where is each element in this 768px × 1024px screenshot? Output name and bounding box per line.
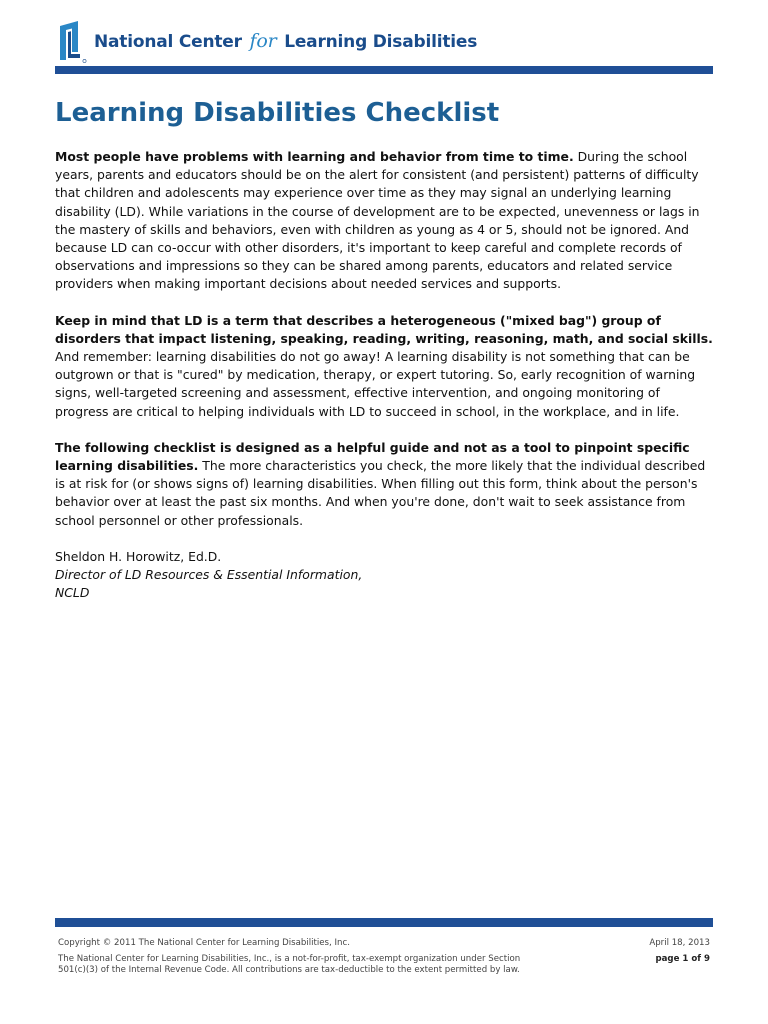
page-header	[56, 18, 716, 66]
org-name-part-1: National Center	[94, 32, 242, 52]
document-title: Learning Disabilities Checklist	[55, 98, 500, 128]
paragraph-3-lead: The following checklist is designed as a helpful guide and not as a tool to pinpoint specific learning disabilities.	[55, 439, 690, 474]
paragraph-3-text: The more characteristics you check, the more likely that the individual described is at risk for (or shows signs of) learning disabilities. When filling out this form, think about the person's behavior over at least the past six months. And when you're done, don't wait to seek assistance from school personnel or other professionals.	[55, 458, 706, 528]
footer-divider	[55, 918, 713, 927]
ncld-logo-icon	[58, 20, 88, 64]
paragraph-1-lead: Most people have problems with learning and behavior from time to time.	[55, 149, 574, 164]
document-date: April 18, 2013	[649, 938, 710, 948]
intro-paragraph-3	[55, 439, 715, 530]
document-body	[55, 148, 715, 602]
paragraph-2-text: And remember: learning disabilities do not go away! A learning disability is not something that can be outgrown or that is "cured" by medication, therapy, or expert tutoring. So, early recognition of warning signs, well-targeted screening and assessment, effective intervention, and ongoing monitoring of progress are critical to helping individuals with LD to succeed in school, in the workplace, and in life.	[55, 349, 696, 419]
org-name-part-2: Learning Disabilities	[284, 32, 478, 52]
paragraph-2-lead: Keep in mind that LD is a term that describes a heterogeneous ("mixed bag") group of disorders that impact listening, speaking, reading, writing, reasoning, math, and social skills.	[55, 312, 713, 346]
signature-name: Sheldon H. Horowitz, Ed.D.	[55, 548, 222, 564]
copyright-notice: Copyright © 2011 The National Center for Learning Disabilities, Inc.	[58, 938, 350, 948]
page-number: page 1 of 9	[655, 954, 710, 964]
intro-paragraph-2	[55, 312, 715, 421]
organization-name	[94, 30, 477, 52]
header-divider	[55, 66, 713, 74]
org-name-for: for	[249, 30, 277, 52]
intro-paragraph-1	[55, 148, 715, 294]
legal-notice: The National Center for Learning Disabilities, Inc., is a not-for-profit, tax-exempt organization under Section 501(c)(3) of the Internal Revenue Code. All contributions are tax-deductible to the extent permitted by law.	[58, 954, 521, 975]
paragraph-1-text: During the school years, parents and educators should be on the alert for consistent (and persistent) patterns of difficulty that children and adolescents may experience over time as they may signal an underlying learning disability (LD). While variations in the course of development are to be expected, unevenness or lags in the mastery of skills and behaviors, even with children as young as 4 or 5, should not be ignored. And because LD can co-occur with other disorders, it's important to keep careful and complete records of observations and impressions so they can be shared among parents, educators and related service providers when making important decisions about needed services and supports.	[55, 149, 700, 292]
signature-role: Director of LD Resources & Essential Information,	[55, 567, 363, 583]
signature-org: NCLD	[55, 585, 90, 601]
signature-block	[55, 548, 715, 603]
